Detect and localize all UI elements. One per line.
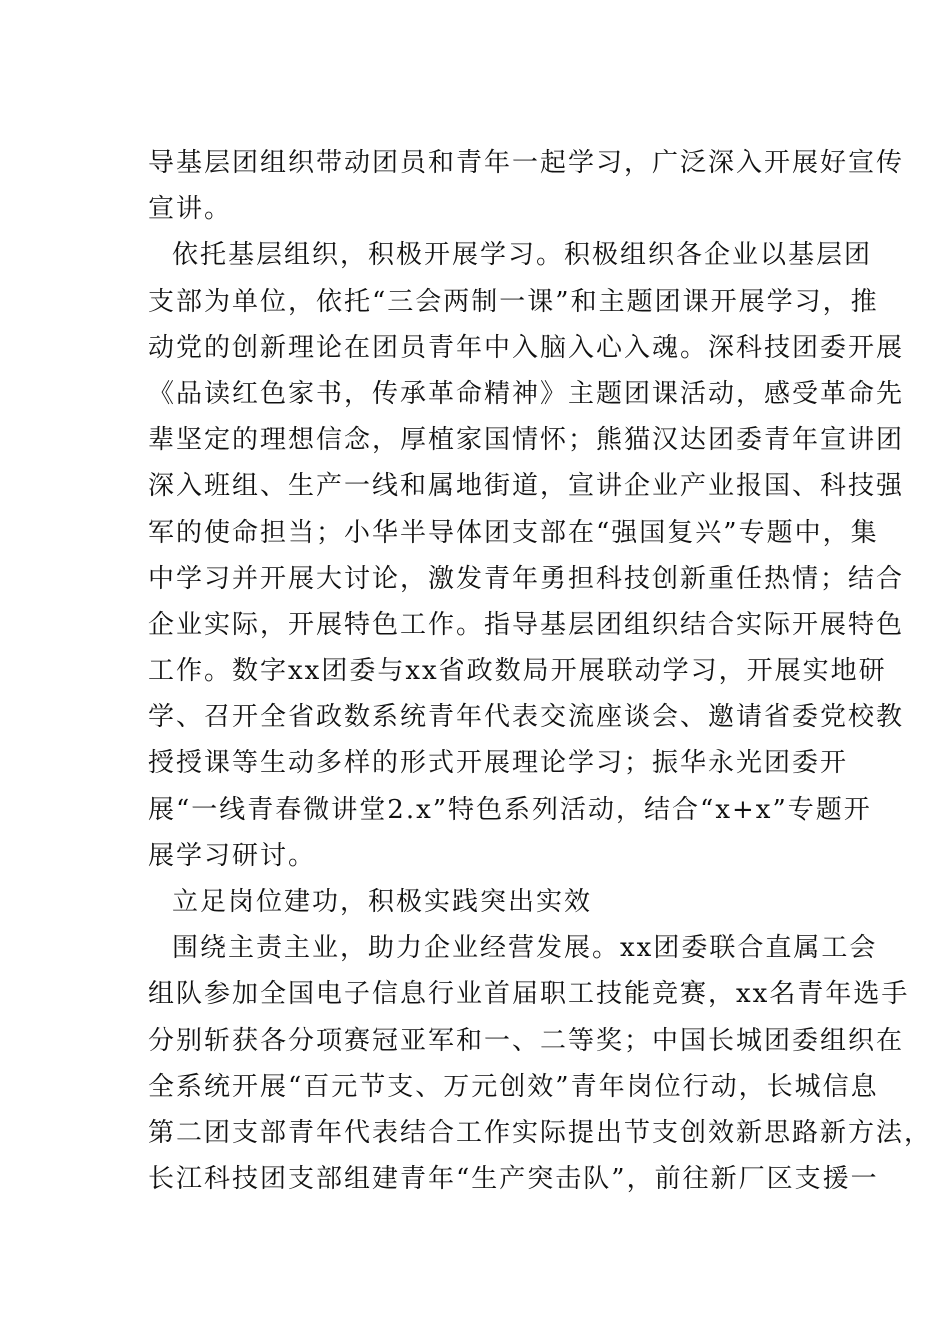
text-line-21: 全系统开展“百元节支、万元创效”青年岗位行动，长城信息 xyxy=(148,1071,879,1102)
paragraph-start-line-3: 依托基层组织，积极开展学习。积极组织各企业以基层团 xyxy=(172,240,873,271)
text-line-16: 展学习研讨。 xyxy=(148,840,317,871)
text-line-9: 军的使命担当；小华半导体团支部在“强国复兴”专题中，集 xyxy=(148,517,879,548)
text-line-13: 学、召开全省政数系统青年代表交流座谈会、邀请省委党校教 xyxy=(148,702,905,733)
text-line-15: 展“一线青春微讲堂2.x”特色系列活动，结合“x+x”专题开 xyxy=(148,794,872,825)
text-line-2: 宣讲。 xyxy=(148,194,233,225)
text-line-11: 企业实际，开展特色工作。指导基层团组织结合实际开展特色 xyxy=(148,609,905,640)
text-line-4: 支部为单位，依托“三会两制一课”和主题团课开展学习，推 xyxy=(148,286,879,317)
text-line-7: 辈坚定的理想信念，厚植家国情怀；熊猫汉达团委青年宣讲团 xyxy=(148,425,905,456)
section-heading: 立足岗位建功，积极实践突出实效 xyxy=(172,887,593,917)
text-line-6: 《品读红色家书，传承革命精神》主题团课活动，感受革命先 xyxy=(148,378,905,409)
text-line-8: 深入班组、生产一线和属地街道，宣讲企业产业报国、科技强 xyxy=(148,471,905,502)
text-line-20: 分别斩获各分项赛冠亚军和一、二等奖；中国长城团委组织在 xyxy=(148,1025,905,1056)
text-line-10: 中学习并开展大讨论，激发青年勇担科技创新重任热情；结合 xyxy=(148,563,905,594)
text-line-14: 授授课等生动多样的形式开展理论学习；振华永光团委开 xyxy=(148,748,849,779)
document-body xyxy=(148,140,933,1202)
text-line-1: 导基层团组织带动团员和青年一起学习，广泛深入开展好宣传 xyxy=(148,148,905,178)
paragraph-start-line-18: 围绕主责主业，助力企业经营发展。xx团委联合直属工会 xyxy=(172,933,878,964)
text-line-23: 长江科技团支部组建青年“生产突击队”，前往新厂区支援一 xyxy=(148,1164,879,1195)
text-line-22: 第二团支部青年代表结合工作实际提出节支创效新思路新方法， xyxy=(148,1117,933,1148)
text-line-12: 工作。数字xx团委与xx省政数局开展联动学习，开展实地研 xyxy=(148,656,887,687)
text-line-19: 组队参加全国电子信息行业首届职工技能竞赛，xx名青年选手 xyxy=(148,979,910,1010)
text-line-5: 动党的创新理论在团员青年中入脑入心入魂。深科技团委开展 xyxy=(148,332,905,363)
